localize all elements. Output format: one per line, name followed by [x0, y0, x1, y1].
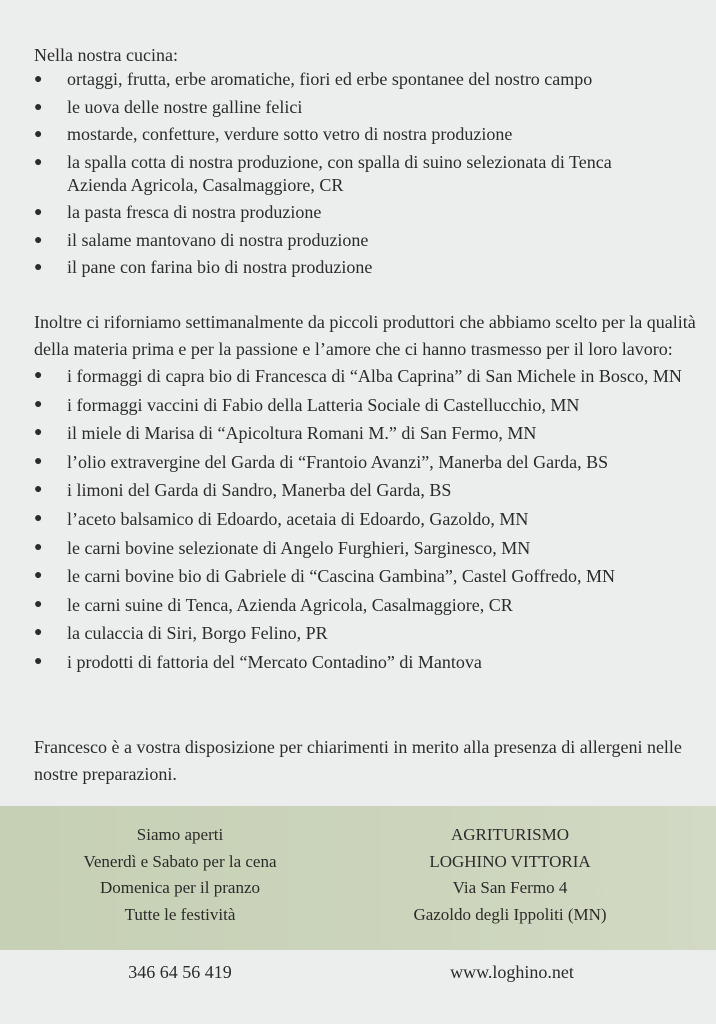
bullet-icon: ● — [34, 154, 43, 170]
list-item: ● l’olio extravergine del Garda di “Frantoio Avanzi”, Manerba del Garda, BS — [34, 451, 609, 472]
list-item: ● le carni suine di Tenca, Azienda Agricola, Casalmaggiore, CR — [34, 594, 513, 615]
list-item: ● l’aceto balsamico di Edoardo, acetaia di Edoardo, Gazoldo, MN — [34, 508, 529, 529]
bullet-icon: ● — [34, 625, 43, 641]
bullet-icon: ● — [34, 568, 43, 584]
bullet-icon: ● — [34, 205, 43, 220]
bullet-icon: ● — [34, 260, 43, 275]
list-item: ● i formaggi di capra bio di Francesca di “Alba Caprina” di San Michele in Bosco, MN — [34, 366, 682, 386]
hours-line: Siamo aperti — [136, 825, 224, 844]
address-line: AGRITURISMO — [450, 825, 570, 844]
list-item: ● la spalla cotta di nostra produzione, con spalla di suino selezionata di Tenca Azienda Agricola, Casalmaggiore, CR — [34, 151, 612, 195]
allergens-section — [34, 734, 706, 787]
list-item: ● la pasta fresca di nostra produzione — [34, 202, 322, 222]
list-item: ● il pane con farina bio di nostra produzione — [34, 257, 373, 277]
address — [390, 822, 630, 928]
list-item: ● la culaccia di Siri, Borgo Felino, PR — [34, 623, 328, 644]
list-item: ● i limoni del Garda di Sandro, Manerba del Garda, BS — [34, 480, 452, 501]
allergens-note: Francesco è a vostra disposizione per chiarimenti in merito alla presenza di allergeni nelle nostre preparazioni. — [34, 737, 682, 784]
bullet-icon: ● — [34, 539, 43, 555]
suppliers-list — [34, 364, 706, 674]
hours-line: Tutte le festività — [124, 904, 236, 924]
suppliers-intro: Inoltre ci riforniamo settimanalmente da piccoli produttori che abbiamo scelto per la qualità della materia prima e per la passione e l’amore che ci hanno trasmesso per il loro lavoro: — [34, 312, 696, 359]
kitchen-intro: Nella nostra cucina: — [34, 45, 178, 65]
list-item: ● il salame mantovano di nostra produzione — [34, 229, 369, 250]
list-item: ● mostarde, confetture, verdure sotto vetro di nostra produzione — [34, 124, 513, 144]
bullet-icon: ● — [34, 396, 43, 412]
bullet-icon: ● — [34, 368, 43, 383]
bullet-icon: ● — [34, 425, 43, 441]
bullet-icon: ● — [34, 99, 43, 115]
list-item: ● i prodotti di fattoria del “Mercato Contadino” di Mantova — [34, 651, 482, 672]
address-line: LOGHINO VITTORIA — [429, 851, 591, 871]
list-item: ● le carni bovine selezionate di Angelo Furghieri, Sarginesco, MN — [34, 537, 531, 558]
kitchen-section — [34, 42, 706, 284]
bullet-icon: ● — [34, 596, 43, 612]
list-item: ● il miele di Marisa di “Apicoltura Romani M.” di San Fermo, MN — [34, 423, 537, 444]
hours-line: Venerdì e Sabato per la cena — [83, 851, 277, 871]
list-item: ● ortaggi, frutta, erbe aromatiche, fiori ed erbe spontanee del nostro campo — [34, 69, 593, 89]
hours-line: Domenica per il pranzo — [99, 878, 260, 897]
info-band — [0, 806, 716, 950]
kitchen-list — [34, 68, 706, 279]
address-line: Gazoldo degli Ippoliti (MN) — [413, 904, 607, 924]
bullet-icon: ● — [34, 653, 43, 669]
opening-hours — [60, 822, 300, 928]
list-item: ● le carni bovine bio di Gabriele di “Cascina Gambina”, Castel Goffredo, MN — [34, 566, 615, 587]
bullet-icon: ● — [34, 127, 43, 142]
address-line: Via San Fermo 4 — [452, 878, 568, 897]
list-item: ● le uova delle nostre galline felici — [34, 96, 303, 117]
list-item: ● i formaggi vaccini di Fabio della Latteria Sociale di Castellucchio, MN — [34, 394, 580, 415]
bullet-icon: ● — [34, 232, 43, 248]
suppliers-section — [34, 309, 706, 679]
bullet-icon: ● — [34, 482, 43, 498]
bullet-icon: ● — [34, 72, 43, 87]
bullet-icon: ● — [34, 453, 43, 469]
bullet-icon: ● — [34, 510, 43, 526]
phone-number: 346 64 56 419 — [128, 962, 232, 982]
website-link[interactable]: www.loghino.net — [450, 962, 574, 982]
